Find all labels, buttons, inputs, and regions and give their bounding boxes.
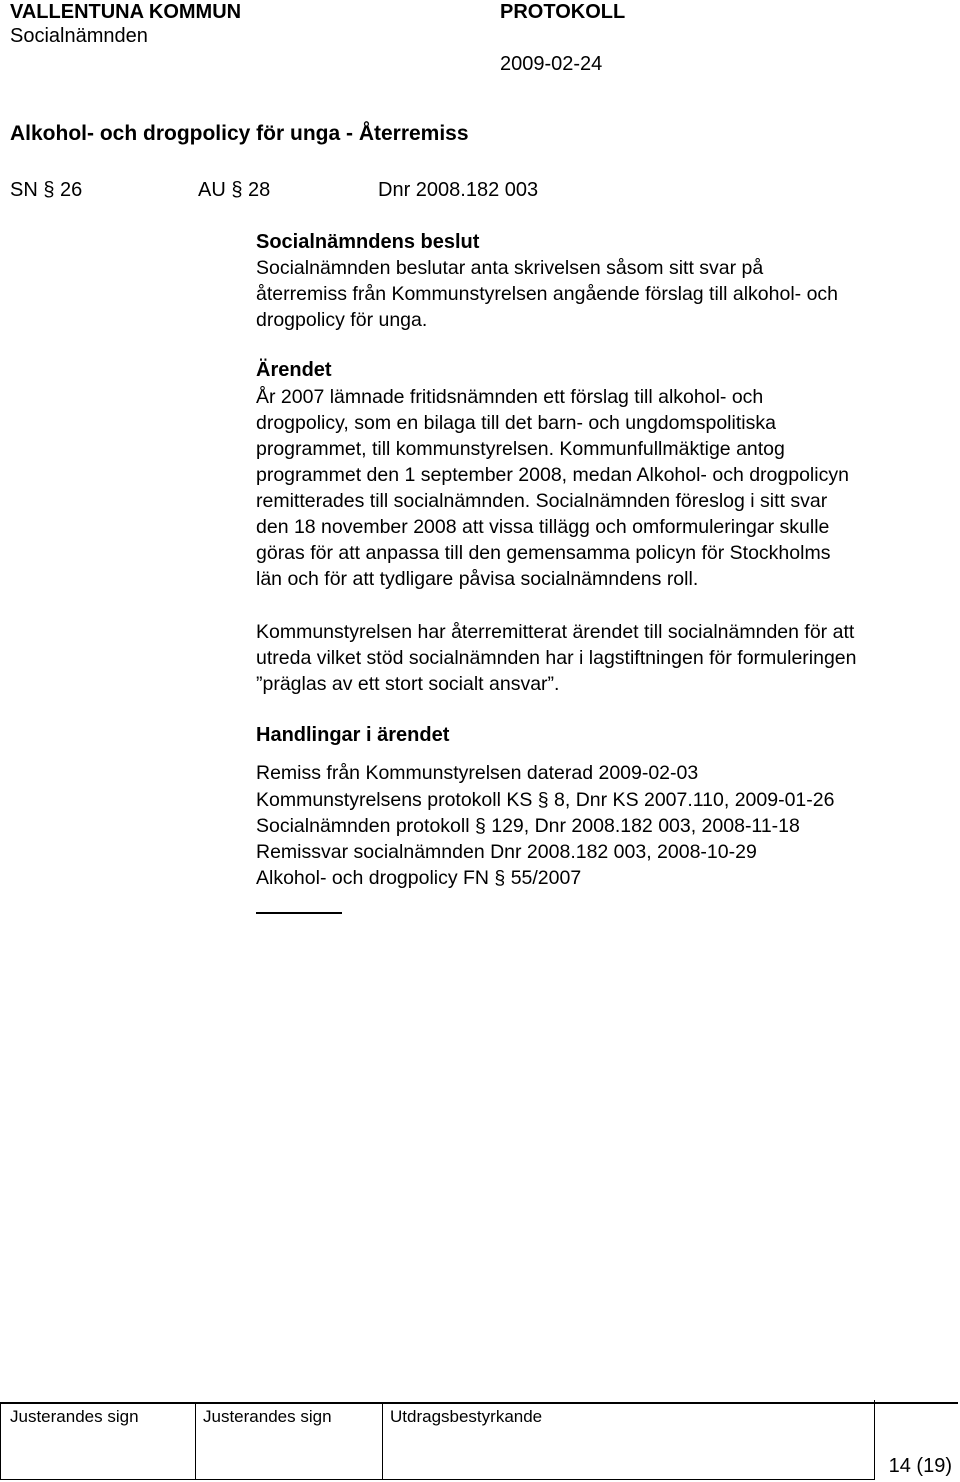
document-item: Kommunstyrelsens protokoll KS § 8, Dnr KS 2007.110, 2009-01-26	[256, 789, 835, 811]
footer-cell-divider	[382, 1404, 383, 1480]
matter-line: ”präglas av ett stort socialt ansvar”.	[256, 673, 560, 695]
matter-line: Kommunstyrelsen har återremitterat ärendet till socialnämnden för att	[256, 621, 855, 643]
matter-line: drogpolicy, som en bilaga till det barn- och ungdomspolitiska	[256, 412, 776, 434]
page-number: 14 (19)	[888, 1455, 952, 1477]
decision-line: Socialnämnden beslutar anta skrivelsen såsom sitt svar på	[256, 257, 764, 279]
signature-label-2: Justerandes sign	[203, 1407, 332, 1426]
extract-certification-label: Utdragsbestyrkande	[390, 1407, 543, 1426]
document-item: Socialnämnden protokoll § 129, Dnr 2008.182 003, 2008-11-18	[256, 815, 800, 837]
matter-line: remitterades till socialnämnden. Socialnämnden föreslog i sitt svar	[256, 490, 828, 512]
matter-line: län och för att tydligare påvisa socialnämndens roll.	[256, 568, 699, 590]
footer-bottom-rule	[0, 1479, 874, 1480]
matter-line: programmet den 1 september 2008, medan Alkohol- och drogpolicyn	[256, 464, 849, 486]
au-paragraph: AU § 28	[198, 179, 271, 201]
decision-line: drogpolicy för unga.	[256, 309, 428, 331]
decision-heading: Socialnämndens beslut	[256, 231, 480, 253]
department-name: Socialnämnden	[10, 25, 148, 47]
signature-footer	[0, 1402, 960, 1482]
organization-name: VALLENTUNA KOMMUN	[10, 1, 242, 23]
document-item: Remissvar socialnämnden Dnr 2008.182 003, 2008-10-29	[256, 841, 757, 863]
document-date: 2009-02-24	[500, 53, 603, 75]
document-item: Alkohol- och drogpolicy FN § 55/2007	[256, 867, 582, 889]
matter-line: göras för att anpassa till den gemensamma policyn för Stockholms	[256, 542, 831, 564]
page-title: Alkohol- och drogpolicy för unga - Återremiss	[10, 122, 469, 145]
sn-paragraph: SN § 26	[10, 179, 83, 201]
matter-heading: Ärendet	[256, 359, 332, 381]
matter-line: utreda vilket stöd socialnämnden har i lagstiftningen för formuleringen	[256, 647, 857, 669]
decision-line: återremiss från Kommunstyrelsen angående förslag till alkohol- och	[256, 283, 839, 305]
signature-label-1: Justerandes sign	[10, 1407, 139, 1426]
footer-cell-divider	[0, 1404, 1, 1480]
diary-number: Dnr 2008.182 003	[378, 179, 539, 201]
footer-top-rule	[0, 1402, 958, 1404]
matter-line: År 2007 lämnade fritidsnämnden ett förslag till alkohol- och	[256, 386, 764, 408]
footer-cell-divider	[874, 1400, 875, 1480]
end-rule	[256, 912, 342, 914]
documents-heading: Handlingar i ärendet	[256, 724, 450, 746]
matter-line: den 18 november 2008 att vissa tillägg och omformuleringar skulle	[256, 516, 830, 538]
document-type: PROTOKOLL	[500, 1, 626, 23]
matter-line: programmet, till kommunstyrelsen. Kommunfullmäktige antog	[256, 438, 785, 460]
document-item: Remiss från Kommunstyrelsen daterad 2009-02-03	[256, 762, 699, 784]
footer-cell-divider	[195, 1404, 196, 1480]
